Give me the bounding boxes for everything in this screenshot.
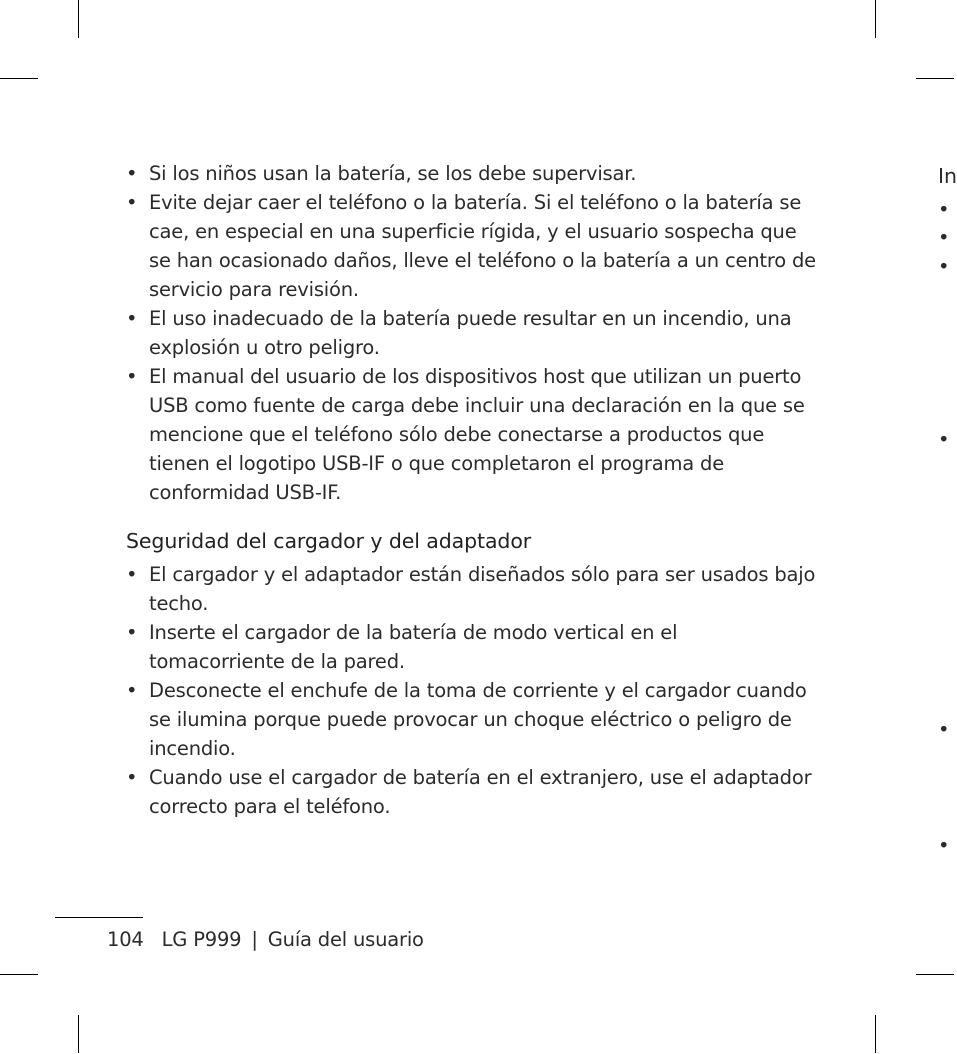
footer-rule	[55, 917, 143, 918]
list-item: • Cuando use el cargador de batería en el extranjero, use el adaptador correcto para el teléfono.	[126, 763, 816, 821]
crop-mark-top-left-vertical	[78, 0, 79, 38]
charger-safety-list	[126, 560, 816, 821]
battery-safety-list	[126, 159, 816, 507]
facing-page-bullet: •	[938, 834, 950, 857]
list-item: • Evite dejar caer el teléfono o la batería. Si el teléfono o la batería se cae, en especial en una superficie rígida, y el usuario sospecha que se han ocasionado daños, lleve el teléfono o la batería a un centro de servicio para revisión.	[126, 188, 816, 304]
crop-mark-top-left-horizontal	[0, 78, 38, 79]
facing-page-bullet: •	[938, 255, 950, 278]
list-item: • Inserte el cargador de la batería de modo vertical en el tomacorriente de la pared.	[126, 618, 816, 676]
crop-mark-bottom-left-horizontal	[0, 974, 38, 975]
crop-mark-top-right-vertical	[875, 0, 876, 38]
list-item: • El uso inadecuado de la batería puede resultar en un incendio, una explosión u otro peligro.	[126, 304, 816, 362]
list-item: • El cargador y el adaptador están diseñados sólo para ser usados bajo techo.	[126, 560, 816, 618]
list-item: • Desconecte el enchufe de la toma de corriente y el cargador cuando se ilumina porque puede provocar un choque eléctrico o peligro de incendio.	[126, 676, 816, 763]
facing-page-edge	[938, 0, 957, 1054]
guide-title: Guía del usuario	[267, 928, 424, 951]
crop-mark-bottom-left-vertical	[78, 1015, 79, 1053]
facing-page-bullet: •	[938, 718, 950, 741]
facing-page-heading: In	[938, 164, 957, 188]
footer-separator: |	[251, 928, 258, 951]
list-item: • Si los niños usan la batería, se los debe supervisar.	[126, 159, 816, 188]
model-name: LG P999	[161, 928, 242, 951]
facing-page-bullet: •	[938, 226, 950, 249]
page-content	[126, 159, 816, 821]
crop-mark-bottom-right-vertical	[875, 1015, 876, 1053]
list-item: • El manual del usuario de los dispositivos host que utilizan un puerto USB como fuente de carga debe incluir una declaración en la que se mencione que el teléfono sólo debe conectarse a productos que tienen el logotipo USB-IF o que completaron el programa de conformidad USB-IF.	[126, 362, 816, 507]
facing-page-bullet: •	[938, 198, 950, 221]
section-heading: Seguridad del cargador y del adaptador	[126, 529, 532, 553]
page-footer	[107, 927, 424, 953]
facing-page-bullet: •	[938, 428, 950, 451]
page-number: 104	[107, 928, 144, 951]
